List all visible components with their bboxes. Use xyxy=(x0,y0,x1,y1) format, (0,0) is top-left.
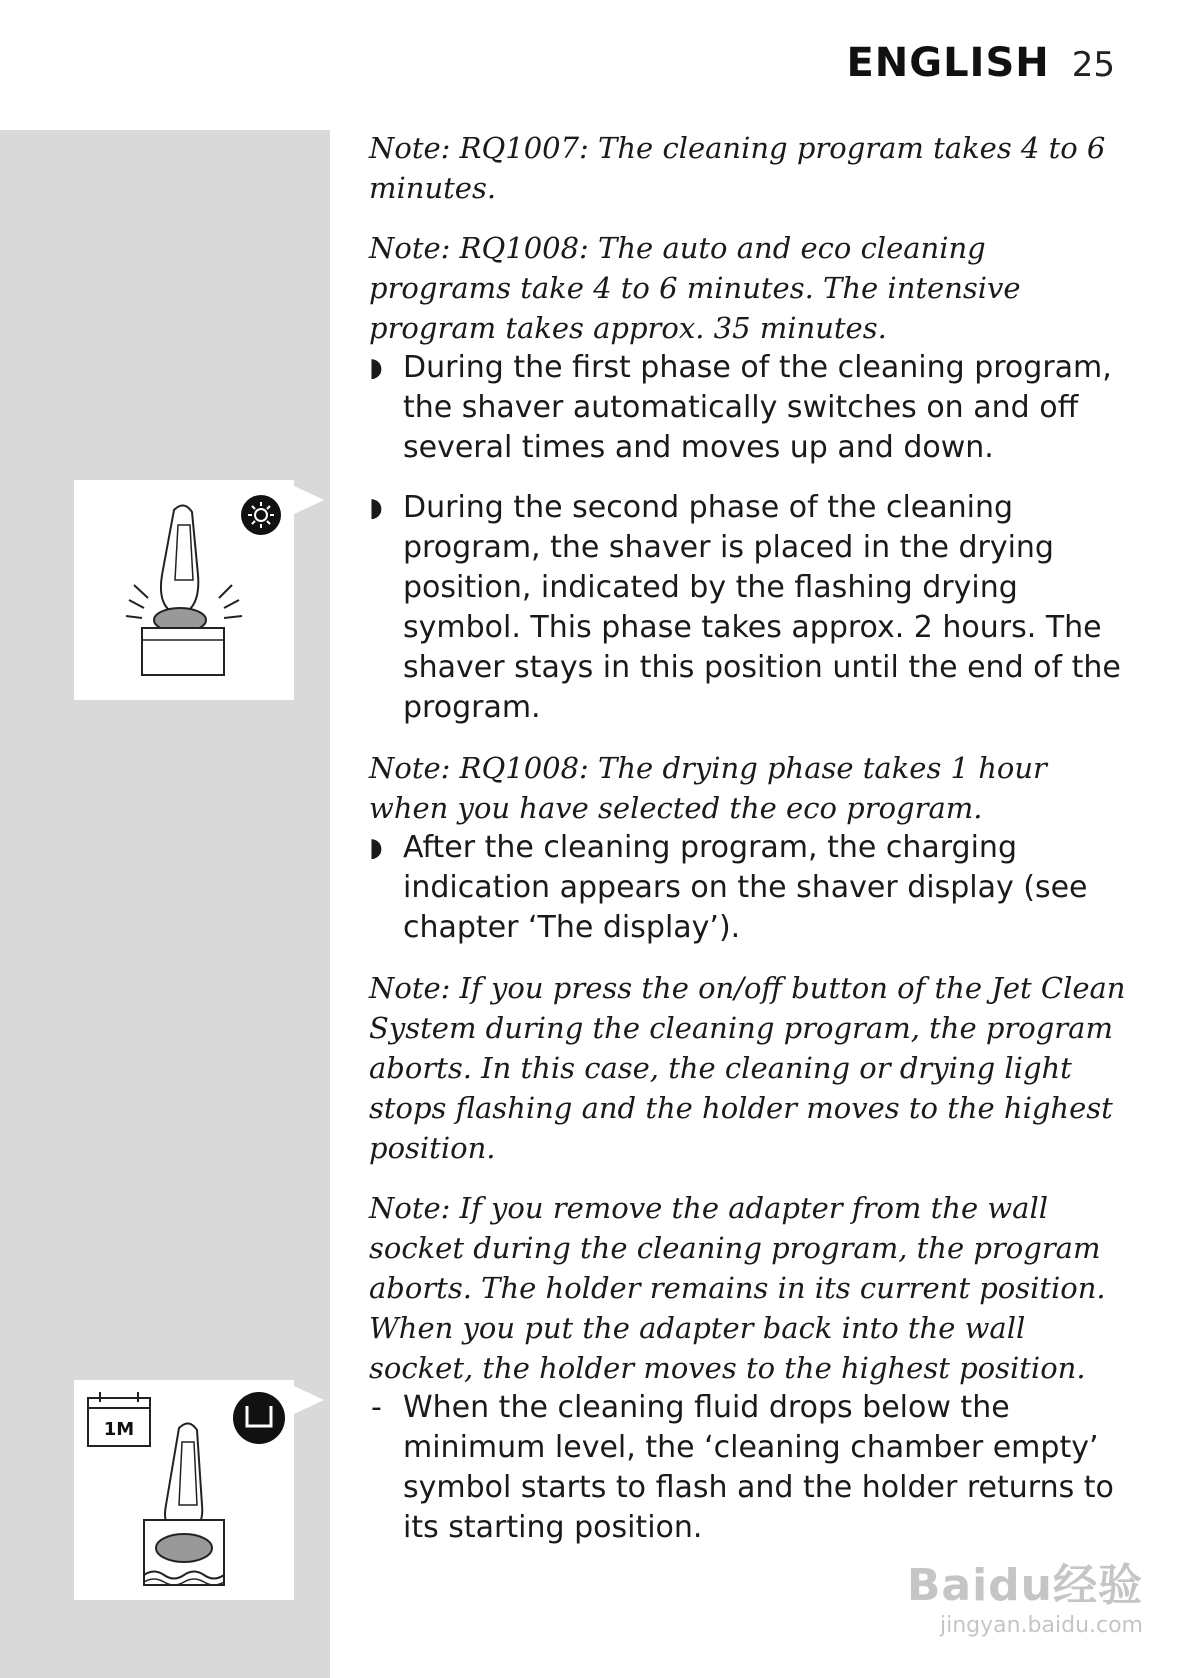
bullet-text: After the cleaning program, the charging indication appears on the shaver display (see chapter ‘The display’). xyxy=(403,830,1088,945)
note-rq1008-drying: Note: RQ1008: The drying phase takes 1 hour when you have selected the eco program. xyxy=(369,751,1047,825)
figure-chamber-empty xyxy=(74,1380,294,1600)
calendar-label: 1M xyxy=(103,1419,135,1440)
dash-text: When the cleaning fluid drops below the minimum level, the ‘cleaning chamber empty’ symbol starts to flash and the holder returns to its starting position. xyxy=(403,1390,1114,1545)
note-rq1007: Note: RQ1007: The cleaning program takes 4 to 6 minutes. xyxy=(369,131,1106,205)
language-heading: ENGLISH xyxy=(846,40,1050,86)
bullet-icon: ◗ xyxy=(369,493,383,523)
bullet-text: During the second phase of the cleaning program, the shaver is placed in the drying position, indicated by the flashing drying symbol. This phase takes approx. 2 hours. The shaver stays in this position until the end of the program. xyxy=(403,490,1121,725)
page-number: 25 xyxy=(1071,45,1115,85)
note-onoff-button: Note: If you press the on/off button of the Jet Clean System during the cleaning program, the program aborts. In this case, the cleaning or drying light stops flashing and the holder moves to the highest position. xyxy=(369,971,1126,1165)
bullet-after-cleaning xyxy=(369,828,1129,948)
note-adapter: Note: If you remove the adapter from the wall socket during the cleaning program, the program aborts. The holder remains in its current position. When you put the adapter back into the wall socket, the holder moves to the highest position. xyxy=(369,1191,1106,1385)
page-header xyxy=(846,40,1115,86)
figure-drying-position xyxy=(74,480,294,700)
shaver-chamber-illustration xyxy=(74,1380,294,1600)
calendar-icon xyxy=(88,1392,150,1446)
shaver-drying-illustration xyxy=(74,480,294,700)
watermark xyxy=(907,1549,1143,1638)
bullet-text: During the first phase of the cleaning program, the shaver automatically switches on and off several times and moves up and down. xyxy=(403,350,1112,465)
cleaning-chamber-empty-icon xyxy=(233,1392,285,1444)
bullet-second-phase xyxy=(369,488,1129,728)
drying-symbol-icon xyxy=(241,495,281,535)
dash-item-fluid-low xyxy=(369,1388,1129,1548)
note-rq1008-programs: Note: RQ1008: The auto and eco cleaning programs take 4 to 6 minutes. The intensive program takes approx. 35 minutes. xyxy=(369,231,1021,345)
figure-pointer xyxy=(294,1386,324,1414)
dash-icon: - xyxy=(371,1390,382,1425)
watermark-url: jingyan.baidu.com xyxy=(939,1613,1143,1638)
bullet-icon: ◗ xyxy=(369,353,383,383)
bullet-first-phase xyxy=(369,348,1129,468)
bullet-icon: ◗ xyxy=(369,833,383,863)
watermark-brand: Baidu经验 xyxy=(906,1560,1143,1611)
instruction-text xyxy=(369,128,1129,1548)
figure-pointer xyxy=(294,486,324,514)
